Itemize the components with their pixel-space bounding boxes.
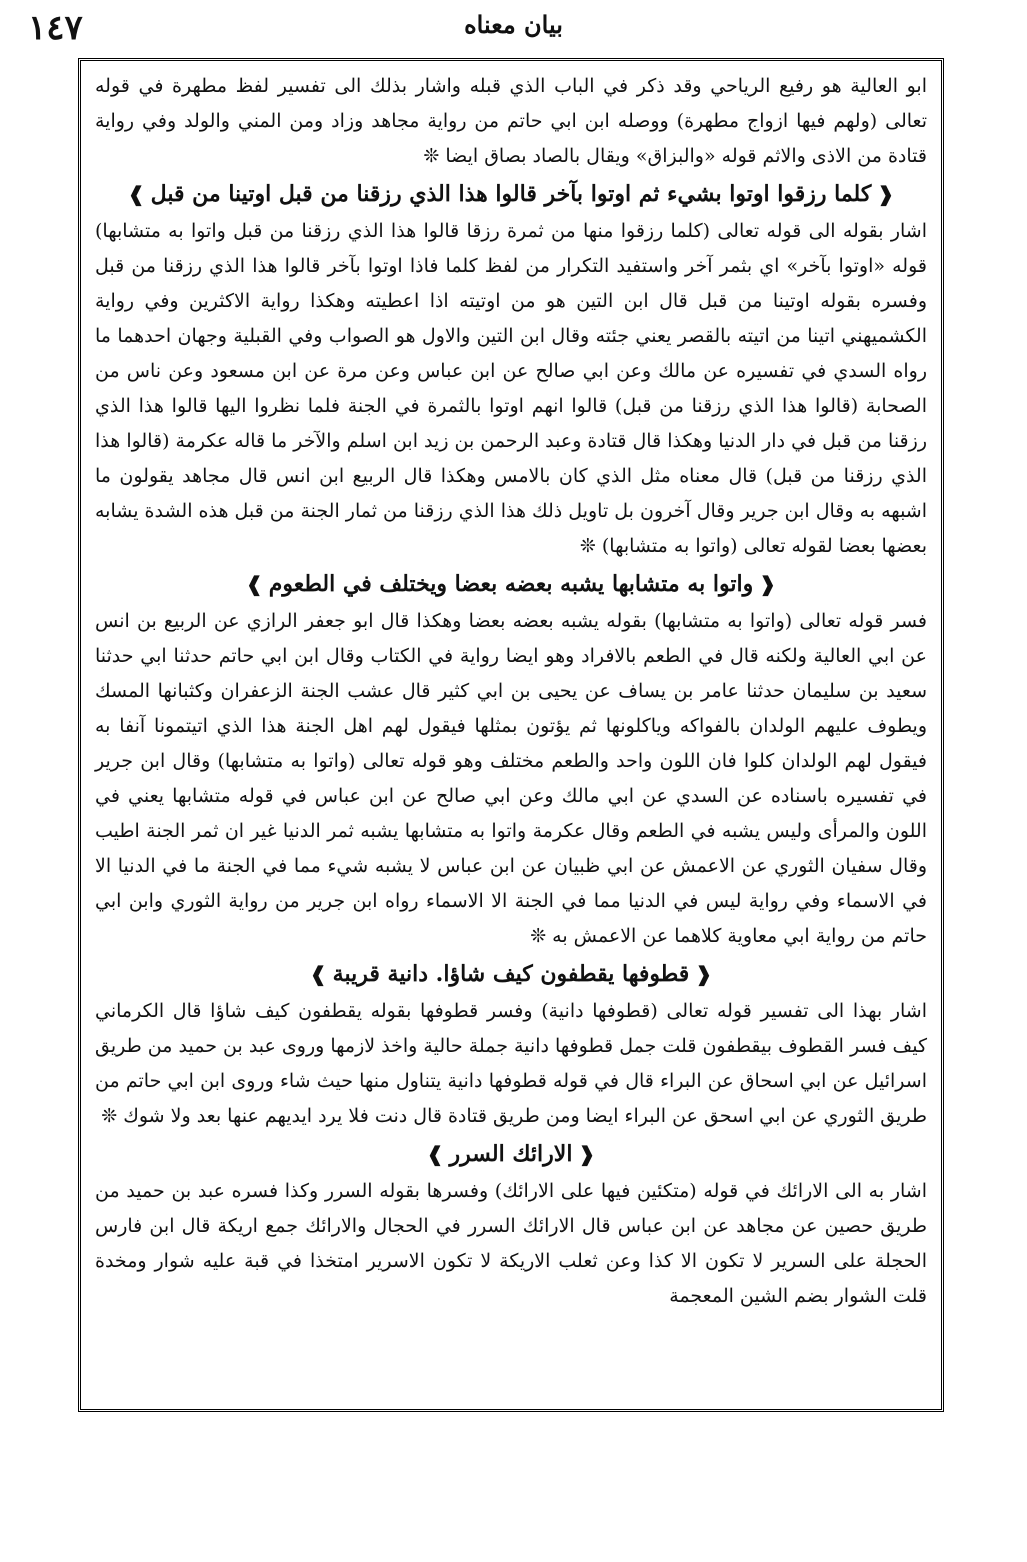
paragraph: ابو العالية هو رفيع الرياحي وقد ذكر في الباب الذي قبله واشار بذلك الى تفسير لفظ مطهرة في قوله تعالى (ولهم فيها ازواج مطهرة) ووصله ابن ابي حاتم من رواية مجاهد وزاد ومن المني والولد وفي رواية قتادة من الاذى والاثم قوله «والبزاق» ويقال بالصاد بصاق ايضا ❊ — [95, 75, 927, 167]
page-number: ١٤٧ — [28, 8, 83, 48]
paragraph: اشار به الى الارائك في قوله (متكئين فيها على الارائك) وفسرها بقوله السرر وكذا فسره عبد بن حميد من طريق حصين عن مجاهد عن ابن عباس قال الارائك السرر في الحجال والارائك جمع اريكة قال ابن فارس الحجلة على السرير لا تكون الا كذا وعن ثعلب الاريكة لا تكون الاسرير امتخذا في قبة عليه شوار ومخدة قلت الشوار بضم الشين المعجمة — [95, 1180, 927, 1307]
section-body — [95, 604, 927, 954]
ornament-bracket-icon: ❰ — [877, 182, 895, 206]
section-heading — [95, 954, 927, 994]
heading-text: واتوا به متشابها يشبه بعضه بعضا ويختلف في الطعوم — [268, 571, 754, 597]
ornament-bracket-icon: ❱ — [127, 182, 145, 206]
section-heading — [95, 564, 927, 604]
section-body — [95, 994, 927, 1134]
ornament-bracket-icon: ❱ — [309, 962, 327, 986]
paragraph: فسر قوله تعالى (واتوا به متشابها) بقوله يشبه بعضه بعضا وهكذا قال ابو جعفر الرازي عن الربيع بن انس عن ابي العالية ولكنه قال في الطعم بالافراد وهو ايضا رواية في الكتاب وقال ابن ابي حاتم حدثنا ابي حدثنا سعيد بن سليمان حدثنا عامر بن يساف عن يحيى بن ابي كثير قال عشب الجنة الزعفران وكثبانها المسك ويطوف عليهم الولدان بالفواكه وياكلونها ثم يؤتون بمثلها فيقول لهم اهل الجنة هذا الذي اتيتمونا آنفا به فيقول لهم الولدان كلوا فان اللون واحد والطعم مختلف وهو قوله تعالى (واتوا به متشابها) وقال ابن جرير في تفسيره باسناده عن السدي عن ابي مالك وعن ابي صالح عن ابن عباس في قوله متشابها يعني في اللون والمرأى وليس يشبه في الطعم وقال عكرمة واتوا به متشابها يشبه ثمر الدنيا غير ان ثمر الجنة اطيب وقال سفيان الثوري عن الاعمش عن ابي ظبيان عن ابن عباس لا يشبه شيء مما في الجنة ما في الدنيا الا في الاسماء وفي رواية ليس في الدنيا مما في الجنة الا الاسماء رواه ابن جرير من رواية الثوري وابن ابي حاتم من رواية ابي معاوية كلاهما عن الاعمش به ❊ — [95, 610, 927, 947]
running-head: بيان معناه — [464, 10, 563, 39]
paragraph: اشار بهذا الى تفسير قوله تعالى (قطوفها دانية) وفسر قطوفها بقوله يقطفون كيف شاؤا قال الكرماني كيف فسر القطوف بيقطفون قلت جمل قطوفها دانية جملة حالية واخذ لازمها وروى عبد بن حميد من طريق اسرائيل عن ابي اسحاق عن البراء قال في قوله قطوفها دانية يتناول منها حيث شاء وروى ابن ابي حاتم من طريق الثوري عن ابي اسحق عن البراء ايضا ومن طريق قتادة قال دنت فلا يرد ايديهم عنها بعد ولا شوك ❊ — [95, 1000, 927, 1127]
ornament-bracket-icon: ❰ — [759, 572, 777, 596]
section-heading — [95, 174, 927, 214]
section-heading — [95, 1134, 927, 1174]
paragraph: اشار بقوله الى قوله تعالى (كلما رزقوا منها من ثمرة رزقا قالوا هذا الذي رزقنا من قبل واتوا به متشابها) قوله «اوتوا بآخر» اي بثمر آخر واستفيد التكرار من لفظ كلما فاذا اوتوا بآخر قالوا هذا الذي رزقنا من قبل وفسره بقوله اوتينا من قبل قال ابن التين هو من اوتيته اذا اعطيته وهكذا رواية الاكثرين وفي رواية الكشميهني اتينا من اتيته بالقصر يعني جئته وقال ابن التين والاول هو الصواب وفي القبلية وجهان احدهما ما رواه السدي في تفسيره عن مالك وعن ابي صالح عن ابن عباس وعن مرة عن ابن مسعود وعن ناس من الصحابة (قالوا هذا الذي رزقنا من قبل) قالوا انهم اوتوا بالثمرة في الجنة فلما نظروا اليها قالوا هذا الذي رزقنا من قبل في دار الدنيا وهكذا قال قتادة وعبد الرحمن بن زيد ابن اسلم والآخر ما قاله عكرمة (قالوا هذا الذي رزقنا من قبل) قال معناه مثل الذي كان بالامس وهكذا قال الربيع ابن انس قال مجاهد يقولون ما اشبهه به وقال ابن جرير وقال آخرون بل تاويل ذلك هذا الذي رزقنا من ثمار الجنة من قبل هذه الشدة يشابه بعضها بعضا لقوله تعالى (واتوا به متشابها) ❊ — [95, 220, 927, 557]
ornament-bracket-icon: ❰ — [695, 962, 713, 986]
heading-text: الارائك السرر — [449, 1141, 573, 1167]
heading-text: قطوفها يقطفون كيف شاؤا. دانية قريبة — [332, 961, 690, 987]
ornament-bracket-icon: ❱ — [426, 1142, 444, 1166]
ornament-bracket-icon: ❱ — [245, 572, 263, 596]
heading-text: كلما رزقوا اوتوا بشيء ثم اوتوا بآخر قالوا هذا الذي رزقنا من قبل اوتينا من قبل — [150, 181, 872, 207]
section-body — [95, 214, 927, 564]
text-frame — [78, 58, 944, 1412]
section-body — [95, 1174, 927, 1314]
ornament-bracket-icon: ❰ — [578, 1142, 596, 1166]
section-intro — [95, 69, 927, 174]
